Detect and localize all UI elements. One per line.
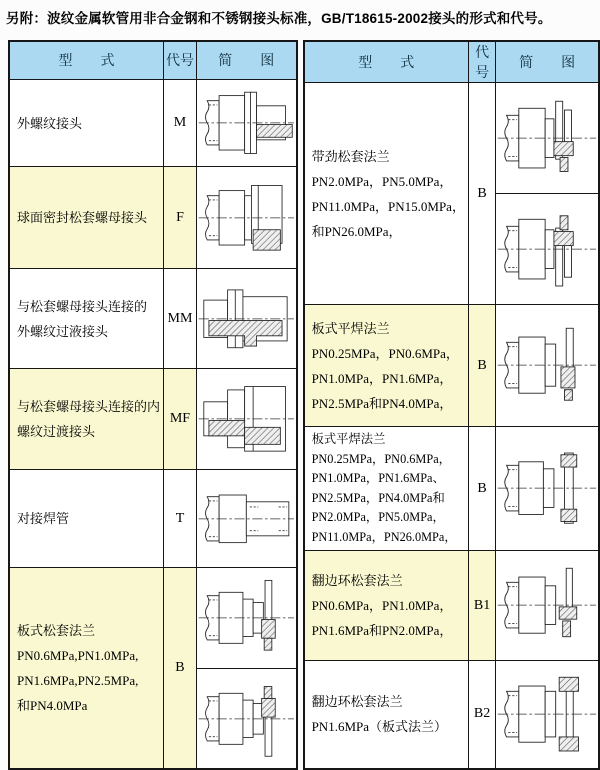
type-cell [9,568,164,769]
type-cell [304,427,469,551]
type-line: PN2.5MPa，PN4.0MPa和 [311,490,445,505]
diagram-cell [496,194,599,305]
type-line: 板式平焊法兰 [311,432,386,446]
type-line: 和PN4.0MPa [17,697,88,713]
diagram-cell [196,167,296,269]
fitting-tables-container [8,40,600,770]
butt-weld-pipe-icon [197,478,296,560]
type-line: PN0.6MPa，PN1.0MPa， [311,598,453,613]
diagram-cell [496,83,599,194]
code-cell: T [164,469,197,568]
code-cell: B [468,305,495,427]
type-cell [9,469,164,568]
type-line: 螺纹过渡接头 [17,423,96,439]
header-diagram-label: 简 图 [196,41,296,79]
type-cell [304,661,469,769]
swivel-nut-fitting-icon [197,177,296,259]
male-female-adapter-icon [197,378,296,460]
header-type-label: 型 式 [304,41,469,83]
double-male-adapter-icon [197,278,296,360]
type-line: 与松套螺母接头连接的内 [17,398,161,414]
type-line: PN1.0MPa，PN1.6MPa， [311,370,453,386]
diagram-cell [196,469,296,568]
header-diagram-label: 简 图 [496,41,599,83]
diagram-cell [196,269,296,369]
code-cell: MM [164,269,197,369]
fitting-table-left [8,40,298,770]
page-title: 另附：波纹金属软管用非合金钢和不锈钢接头标准，GB/T18615-2002接头的形式和代号。 [6,11,552,26]
type-line: PN1.6MPa和PN2.0MPa， [311,623,453,638]
header-code-label: 代号 [164,41,197,79]
type-cell [9,269,164,369]
flared-ring-plate-flange-icon [496,672,598,756]
weld-plate-flange-both-icon [496,446,598,530]
type-cell [304,83,469,305]
type-line: 带劲松套法兰 [311,148,390,164]
code-cell: B [468,83,495,305]
type-cell [304,551,469,661]
type-line: 和PN26.0MPa， [311,223,402,239]
type-line: 与松套螺母接头连接的 [17,298,148,314]
diagram-cell [496,551,599,661]
diagram-cell [196,368,296,469]
neck-loose-flange-up-icon [496,96,598,180]
type-line: PN11.0MPa，PN15.0MPa， [311,198,465,214]
type-line: PN1.0MPa，PN1.6MPa、 [311,471,445,485]
type-line: PN0.25MPa，PN0.6MPa， [311,451,451,466]
header-code-label: 代号 [468,41,495,83]
type-line: 板式松套法兰 [17,622,96,638]
type-line: PN0.25MPa，PN0.6MPa， [311,345,459,361]
diagram-cell [496,305,599,427]
male-thread-fitting-icon [197,82,296,164]
type-cell [9,167,164,269]
type-cell [9,79,164,167]
type-line: PN2.5MPa和PN4.0MPa， [311,395,453,411]
plate-loose-flange-up-icon [197,577,296,659]
type-line: 外螺纹过液接头 [17,323,109,339]
type-line: 对接焊管 [17,511,70,527]
type-line: PN1.6MPa,PN2.5MPa, [17,672,139,688]
header-type-label: 型 式 [9,41,164,79]
type-line: PN2.0MPa，PN5.0MPa， [311,510,445,524]
code-cell: B [468,427,495,551]
diagram-cell [496,427,599,551]
type-line: PN0.6MPa,PN1.0MPa, [17,647,139,663]
code-cell: F [164,167,197,269]
diagram-cell [196,79,296,167]
type-cell [304,305,469,427]
weld-plate-flange-icon [496,323,598,407]
neck-loose-flange-down-icon [496,207,598,291]
type-line: 球面密封松套螺母接头 [17,210,148,226]
code-cell: B [164,568,197,769]
code-cell: B2 [468,661,495,769]
type-line: 外螺纹接头 [17,115,83,131]
type-line: PN2.0MPa，PN5.0MPa， [311,173,453,189]
diagram-cell [496,661,599,769]
type-cell [9,368,164,469]
diagram-cell [196,568,296,669]
plate-loose-flange-down-icon [197,678,296,760]
fitting-table-right [303,40,600,770]
type-line: PN11.0MPa，PN26.0MPa， [311,529,457,544]
code-cell: B1 [468,551,495,661]
type-line: 板式平焊法兰 [311,320,390,336]
code-cell: M [164,79,197,167]
type-line: 翻边环松套法兰 [311,694,403,710]
flared-ring-flange-icon [496,563,598,647]
type-line: 翻边环松套法兰 [311,573,403,588]
diagram-cell [196,669,296,769]
code-cell: MF [164,368,197,469]
type-line: PN1.6MPa（板式法兰） [311,719,448,735]
